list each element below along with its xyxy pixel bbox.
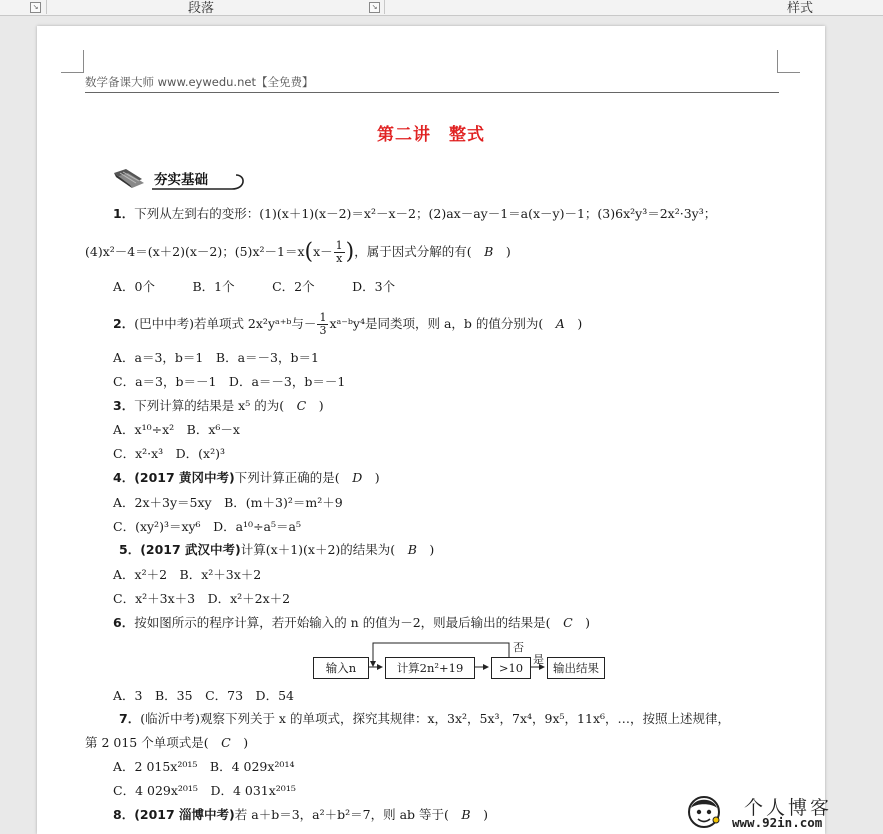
flowchart-input-box: 输入n	[313, 657, 369, 679]
page-header: 数学备课大师 www.eywedu.net【全免费】	[85, 74, 779, 93]
question-text: 计算(x＋1)(x＋2)的结果为(	[240, 542, 396, 557]
question-text: ，属于因式分解的有(	[354, 244, 472, 259]
paren-close: )	[429, 542, 435, 557]
answer: B	[407, 542, 417, 557]
fraction-denominator: x	[336, 252, 343, 265]
question-4-line	[113, 470, 380, 486]
watermark-title: 个人博客	[744, 797, 833, 819]
question-3-options-1: A．x¹⁰÷x² B．x⁶－x	[113, 422, 240, 437]
paren-close: )	[374, 470, 380, 485]
question-2-line	[113, 310, 582, 338]
program-flowchart	[309, 639, 609, 685]
paragraph-group-label: 段落	[188, 1, 215, 16]
lesson-title: 第二讲 整式	[377, 125, 485, 145]
paren-close: )	[585, 615, 591, 630]
document-page[interactable]	[37, 26, 825, 834]
styles-group-label: 样式	[787, 1, 814, 16]
question-5-line	[119, 542, 434, 558]
watermark-url: www.92in.com	[732, 815, 823, 830]
question-7-options-2: C．4 029x²⁰¹⁵ D．4 031x²⁰¹⁵	[113, 783, 296, 798]
flowchart-condition-box: >10	[491, 657, 531, 679]
margin-corner-mark	[61, 50, 84, 73]
question-text: 下列计算的结果是 x⁵ 的为(	[134, 398, 285, 413]
fraction	[317, 312, 328, 337]
question-source: (2017 黄冈中考)	[134, 470, 235, 485]
answer: C	[563, 615, 573, 630]
question-4-options-1: A．2x＋3y＝5xy B．(m＋3)²＝m²＋9	[113, 495, 343, 510]
question-6-line	[113, 615, 590, 631]
margin-corner-mark	[777, 50, 800, 73]
question-4-options-2: C．(xy²)³＝xy⁶ D．a¹⁰÷a⁵＝a⁵	[113, 519, 301, 534]
paragraph-dialog-launcher-icon[interactable]: ↘	[369, 2, 380, 13]
ribbon-bar	[0, 0, 883, 16]
answer: C	[296, 398, 307, 413]
question-number: 6．	[113, 615, 135, 630]
question-text: (巴中中考)若单项式 2x²yᵃ⁺ᵇ与－	[134, 316, 317, 331]
question-3-options-2: C．x²·x³ D．(x²)³	[113, 446, 226, 461]
question-text: 按如图所示的程序计算，若开始输入的 n 的值为－2，则最后输出的结果是(	[134, 615, 551, 630]
fraction-denominator: 3	[319, 324, 327, 337]
question-2-options-1: A．a＝3，b＝1 B．a＝－3，b＝1	[113, 350, 319, 365]
fraction-numerator: 1	[319, 311, 327, 324]
fraction-numerator: 1	[335, 239, 343, 252]
font-dialog-launcher-icon[interactable]: ↘	[30, 2, 41, 13]
section-heading	[112, 165, 252, 191]
paren-close: )	[345, 239, 355, 265]
question-number: 4．	[113, 470, 135, 485]
answer: D	[352, 470, 363, 485]
question-number: 3．	[113, 398, 135, 413]
flowchart-output-box: 输出结果	[547, 657, 605, 679]
question-2-options-2: C．a＝3，b＝－1 D．a＝－3，b＝－1	[113, 374, 346, 389]
question-number: 5．	[119, 542, 141, 557]
answer: B	[484, 244, 494, 259]
flowchart-compute-box: 计算2n²+19	[385, 657, 475, 679]
paren-close: )	[483, 807, 488, 822]
question-1-line-1	[113, 206, 716, 222]
ribbon-separator	[384, 0, 385, 14]
question-text: (4)x²－4＝(x＋2)(x－2)；(5)x²－1＝x	[85, 244, 305, 259]
question-source: (2017 武汉中考)	[140, 542, 241, 557]
question-3-line	[113, 398, 324, 414]
answer: A	[555, 316, 565, 331]
question-7-line-1	[119, 711, 730, 727]
question-1-line-2: (4)x²－4＝(x＋2)(x－2)；(5)x²－1＝x(x－ $\frac{1}{x}$ )，属于因式分解的有( B )	[85, 239, 511, 265]
question-text: xᵃ⁻ᵇy⁴是同类项，则 a，b 的值分别为(	[329, 316, 544, 331]
fraction	[334, 240, 345, 265]
question-1-options: A．0个 B．1个 C．2个 D．3个	[113, 279, 396, 294]
section-label: 夯实基础	[154, 172, 208, 188]
question-text: 若 a＋b＝3，a²＋b²＝7，则 ab 等于(	[234, 807, 449, 822]
paren-close: )	[318, 398, 324, 413]
answer: B	[461, 807, 471, 822]
question-number: 7．	[119, 711, 141, 726]
question-number: 2．	[113, 316, 135, 331]
paren-close: )	[505, 244, 511, 259]
cartoon-face-icon	[686, 794, 722, 830]
question-7-line-2	[85, 735, 248, 751]
answer: C	[221, 735, 231, 750]
question-text: 第 2 015 个单项式是(	[85, 735, 209, 750]
question-7-options-1: A．2 015x²⁰¹⁵ B．4 029x²⁰¹⁴	[113, 759, 295, 774]
question-8-line	[113, 807, 488, 823]
question-number: 8．	[113, 807, 135, 822]
blog-watermark	[684, 790, 883, 834]
paren-open: (	[304, 239, 314, 265]
ribbon-separator	[46, 0, 47, 14]
question-5-options-1: A．x²＋2 B．x²＋3x＋2	[113, 567, 262, 582]
flowchart-yes-label: 是	[533, 653, 544, 666]
flowchart-no-label: 否	[513, 641, 524, 654]
question-text: (临沂中考)观察下列关于 x 的单项式，探究其规律：x，3x²，5x³，7x⁴，9x⁵，11x⁶，…，按照上述规律，	[140, 711, 731, 726]
question-5-options-2: C．x²＋3x＋3 D．x²＋2x＋2	[113, 591, 291, 606]
paren-close: )	[577, 316, 583, 331]
question-text: 下列从左到右的变形：(1)(x＋1)(x－2)＝x²－x－2；(2)ax－ay－1＝a(x－y)－1；(3)6x²y³＝2x²·3y³；	[134, 206, 717, 221]
books-icon	[112, 167, 146, 189]
question-source: (2017 淄博中考)	[134, 807, 235, 822]
question-text: 下列计算正确的是(	[234, 470, 340, 485]
question-number: 1．	[113, 206, 135, 221]
question-6-options: A．3 B．35 C．73 D．54	[113, 688, 294, 703]
paren-close: )	[243, 735, 249, 750]
